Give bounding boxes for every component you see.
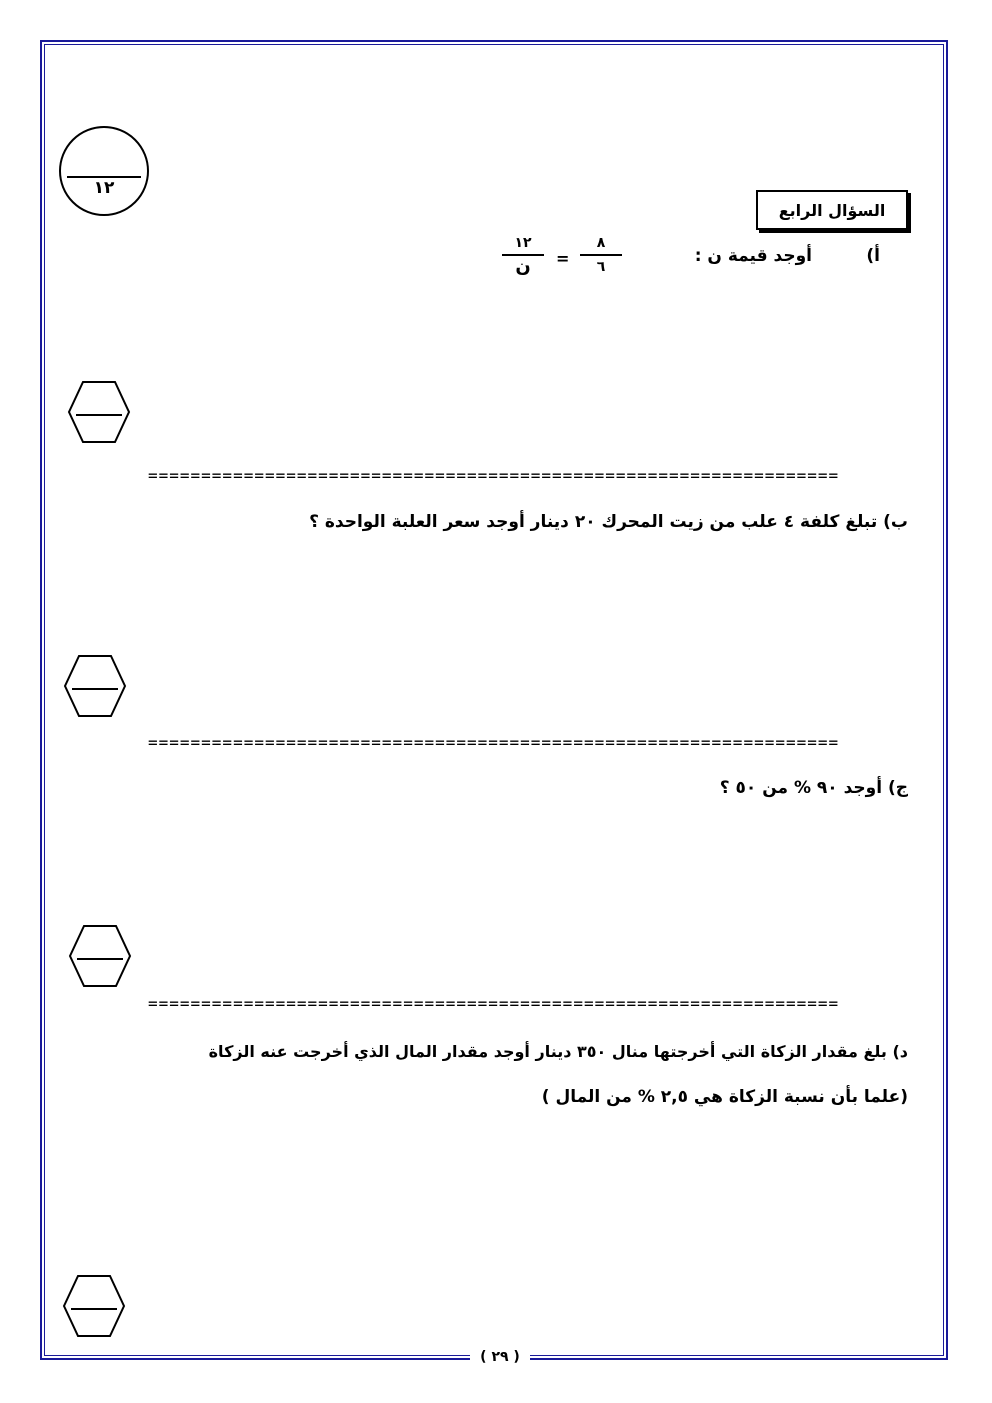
question-d-line1: د) بلغ مقدار الزكاة التي أخرجتها منال ٣٥٠ دينار أوجد مقدار المال الذي أخرجت عنه الزكاة	[208, 1042, 908, 1061]
page-border-inner	[44, 44, 944, 1356]
fraction-right-numerator: ٨	[596, 235, 606, 251]
fraction-left-numerator: ١٢	[514, 235, 532, 251]
total-score: ١٢	[93, 178, 115, 198]
question-a-label: أ)	[866, 246, 880, 266]
section-title: السؤال الرابع	[756, 190, 908, 230]
separator-2: =================================================================	[148, 735, 840, 751]
mark-hexagon-d	[62, 1274, 126, 1338]
question-a-text: أوجد قيمة ن :	[694, 246, 812, 266]
equals-sign: =	[556, 249, 570, 268]
question-b-text: ب) تبلغ كلفة ٤ علب من زيت المحرك ٢٠ دينار أوجد سعر العلبة الواحدة ؟	[309, 512, 908, 532]
question-d-line2: (علما بأن نسبة الزكاة هي ٢,٥ % من المال )	[541, 1087, 908, 1107]
fraction-left	[502, 234, 544, 276]
mark-hexagon-c	[68, 924, 132, 988]
fraction-right-bar	[580, 254, 622, 256]
separator-1: =================================================================	[148, 468, 840, 484]
page-number: ( ٢٩ )	[470, 1349, 530, 1365]
separator-3: =================================================================	[148, 996, 840, 1012]
mark-hexagon-b	[63, 654, 127, 718]
total-score-circle	[59, 126, 149, 216]
fraction-right	[580, 234, 622, 276]
fraction-right-denominator: ٦	[596, 259, 606, 275]
mark-hexagon-a	[67, 380, 131, 444]
question-c-text: ج) أوجد ٩٠ % من ٥٠ ؟	[719, 778, 908, 798]
fraction-left-denominator: ن	[515, 256, 531, 277]
